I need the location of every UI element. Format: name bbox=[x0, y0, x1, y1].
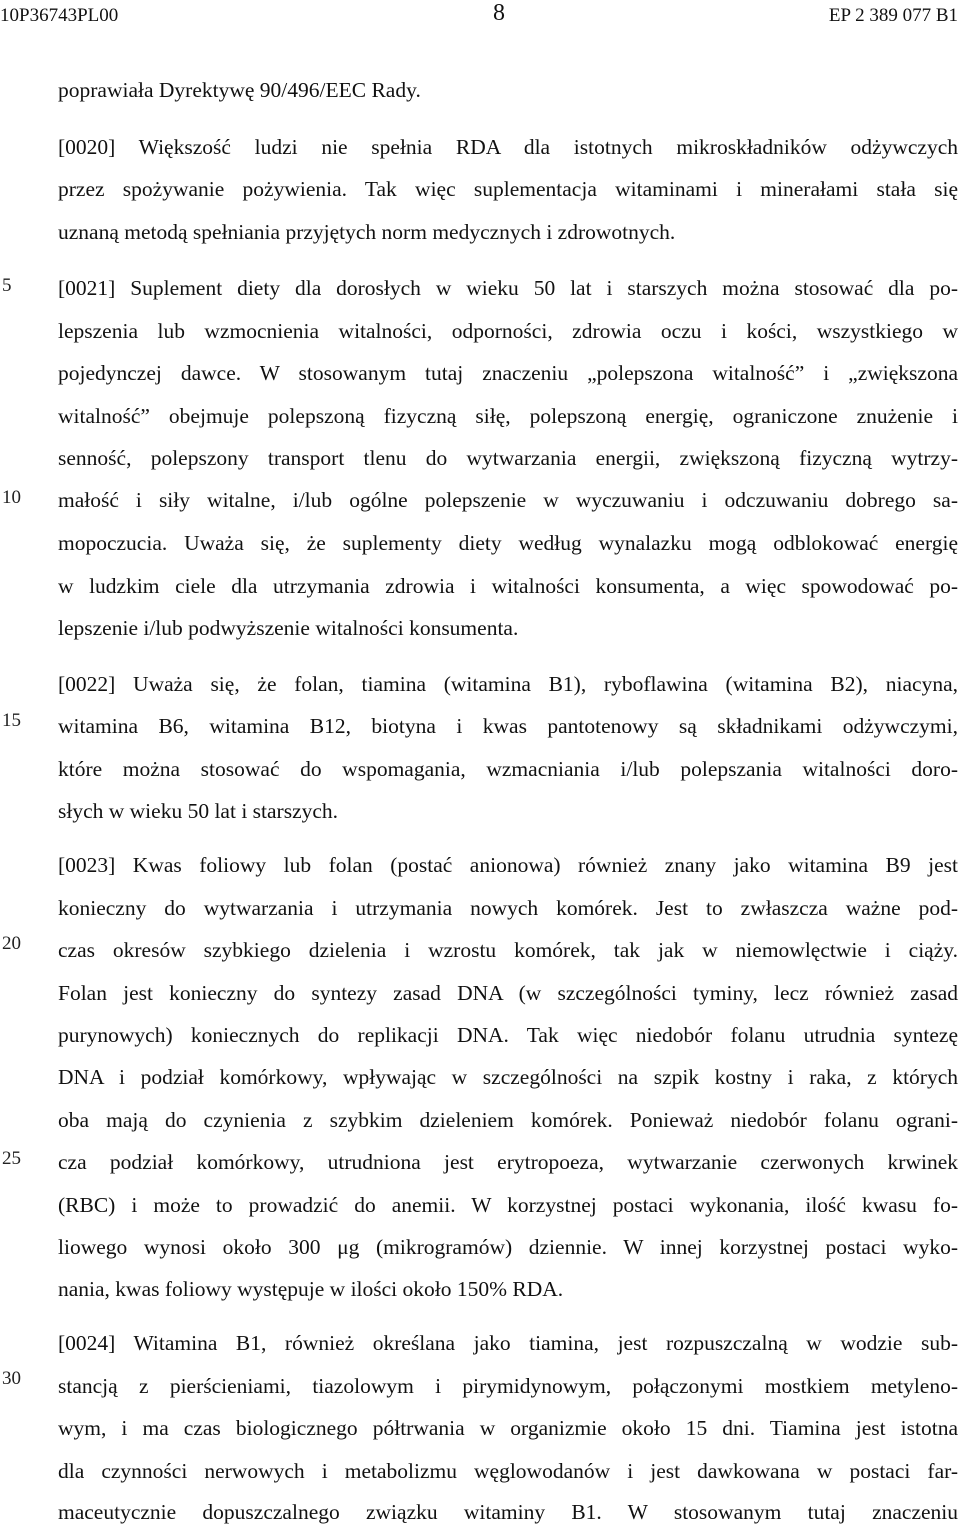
paragraph-0023-line: Folan jest konieczny do syntezy zasad DNA (w szczególności tyminy, lecz również zasad bbox=[58, 981, 958, 1005]
paragraph-0022-line: słych w wieku 50 lat i starszych. bbox=[58, 799, 339, 823]
paragraph-0022-line: [0022] Uważa się, że folan, tiamina (witamina B1), ryboflawina (witamina B2), niacyna, bbox=[58, 672, 958, 696]
paragraph-0023-line: oba mają do czynienia z szybkim dzieleniem komórek. Ponieważ niedobór folanu ograni- bbox=[58, 1108, 958, 1132]
paragraph-0023-line: konieczny do wytwarzania i utrzymania nowych komórek. Jest to zwłaszcza ważne pod- bbox=[58, 896, 958, 920]
line-number-10: 10 bbox=[2, 487, 21, 508]
paragraph-0021-line: lepszenia lub wzmocnienia witalności, odporności, zdrowia oczu i kości, wszystkiego w bbox=[58, 319, 958, 343]
paragraph-0023-line: czas okresów szybkiego dzielenia i wzrostu komórek, tak jak w niemowlęctwie i ciąży. bbox=[58, 938, 958, 962]
paragraph-0020-line: uznaną metodą spełniania przyjętych norm medycznych i zdrowotnych. bbox=[58, 220, 676, 244]
line-number-25: 25 bbox=[2, 1148, 21, 1169]
line-number-30: 30 bbox=[2, 1368, 21, 1389]
paragraph-0023-line: liowego wynosi około 300 μg (mikrogramów) dziennie. W innej korzystnej postaci wyko- bbox=[58, 1235, 958, 1259]
paragraph-0023-line: cza podział komórkowy, utrudniona jest erytropoeza, wytwarzanie czerwonych krwinek bbox=[58, 1150, 958, 1174]
page-number: 8 bbox=[493, 0, 505, 26]
paragraph-0024-line: dla czynności nerwowych i metabolizmu węglowodanów i jest dawkowana w postaci far- bbox=[58, 1459, 958, 1483]
paragraph-0024-line: wym, i ma czas biologicznego półtrwania w organizmie około 15 dni. Tiamina jest istotna bbox=[58, 1416, 958, 1440]
patent-number: EP 2 389 077 B1 bbox=[828, 5, 958, 26]
paragraph-0021-line: mopoczucia. Uważa się, że suplementy diety według wynalazku mogą odblokować energię bbox=[58, 531, 958, 555]
paragraph-0020-line: [0020] Większość ludzi nie spełnia RDA dla istotnych mikroskładników odżywczych bbox=[58, 135, 958, 159]
line-number-15: 15 bbox=[2, 710, 21, 731]
paragraph-0021-line: w ludzkim ciele dla utrzymania zdrowia i witalności konsumenta, a więc spowodować po- bbox=[58, 574, 958, 598]
line-number-20: 20 bbox=[2, 933, 21, 954]
paragraph-0021-line: pojedynczej dawce. W stosowanym tutaj znaczeniu „polepszona witalność” i „zwiększona bbox=[58, 361, 958, 385]
paragraph-0024-line: [0024] Witamina B1, również określana jako tiamina, jest rozpuszczalną w wodzie sub- bbox=[58, 1331, 958, 1355]
paragraph-0021-line: [0021] Suplement diety dla dorosłych w wieku 50 lat i starszych można stosować dla po- bbox=[58, 276, 958, 300]
paragraph-0021-line: witalność” obejmuje polepszoną fizyczną siłę, polepszoną energię, ograniczone znużenie i bbox=[58, 404, 958, 428]
text-line: poprawiała Dyrektywę 90/496/EEC Rady. bbox=[58, 78, 421, 102]
document-body bbox=[58, 0, 958, 1527]
paragraph-0024-line: stancją z pierścieniami, tiazolowym i pirymidynowym, połączonymi mostkiem metyleno- bbox=[58, 1374, 958, 1398]
paragraph-0021-line: małość i siły witalne, i/lub ogólne polepszenie w wyczuwaniu i odczuwaniu dobrego sa- bbox=[58, 488, 958, 512]
margin-line-numbers bbox=[0, 0, 30, 1527]
line-number-5: 5 bbox=[2, 275, 12, 296]
paragraph-0023-line: nania, kwas foliowy występuje w ilości około 150% RDA. bbox=[58, 1277, 564, 1301]
document-id: 10P36743PL00 bbox=[0, 5, 119, 26]
paragraph-0023-line: purynowych) koniecznych do replikacji DNA. Tak więc niedobór folanu utrudnia syntezę bbox=[58, 1023, 958, 1047]
paragraph-0021-line: lepszenie i/lub podwyższenie witalności konsumenta. bbox=[58, 616, 519, 640]
paragraph-0022-line: witamina B6, witamina B12, biotyna i kwas pantotenowy są składnikami odżywczymi, bbox=[58, 714, 958, 738]
paragraph-0022-line: które można stosować do wspomagania, wzmacniania i/lub polepszania witalności doro- bbox=[58, 757, 958, 781]
paragraph-0023-line: [0023] Kwas foliowy lub folan (postać anionowa) również znany jako witamina B9 jest bbox=[58, 853, 958, 877]
paragraph-0023-line: (RBC) i może to prowadzić do anemii. W korzystnej postaci wykonania, ilość kwasu fo- bbox=[58, 1193, 958, 1217]
paragraph-0021-line: senność, polepszony transport tlenu do wytwarzania energii, zwiększoną fizyczną wytrzy- bbox=[58, 446, 958, 470]
paragraph-0024-line: maceutycznie dopuszczalnego związku witaminy B1. W stosowanym tutaj znaczeniu bbox=[58, 1500, 958, 1524]
paragraph-0020-line: przez spożywanie pożywienia. Tak więc suplementacja witaminami i minerałami stała się bbox=[58, 177, 958, 201]
paragraph-0023-line: DNA i podział komórkowy, wpływając w szczególności na szpik kostny i raka, z których bbox=[58, 1065, 958, 1089]
